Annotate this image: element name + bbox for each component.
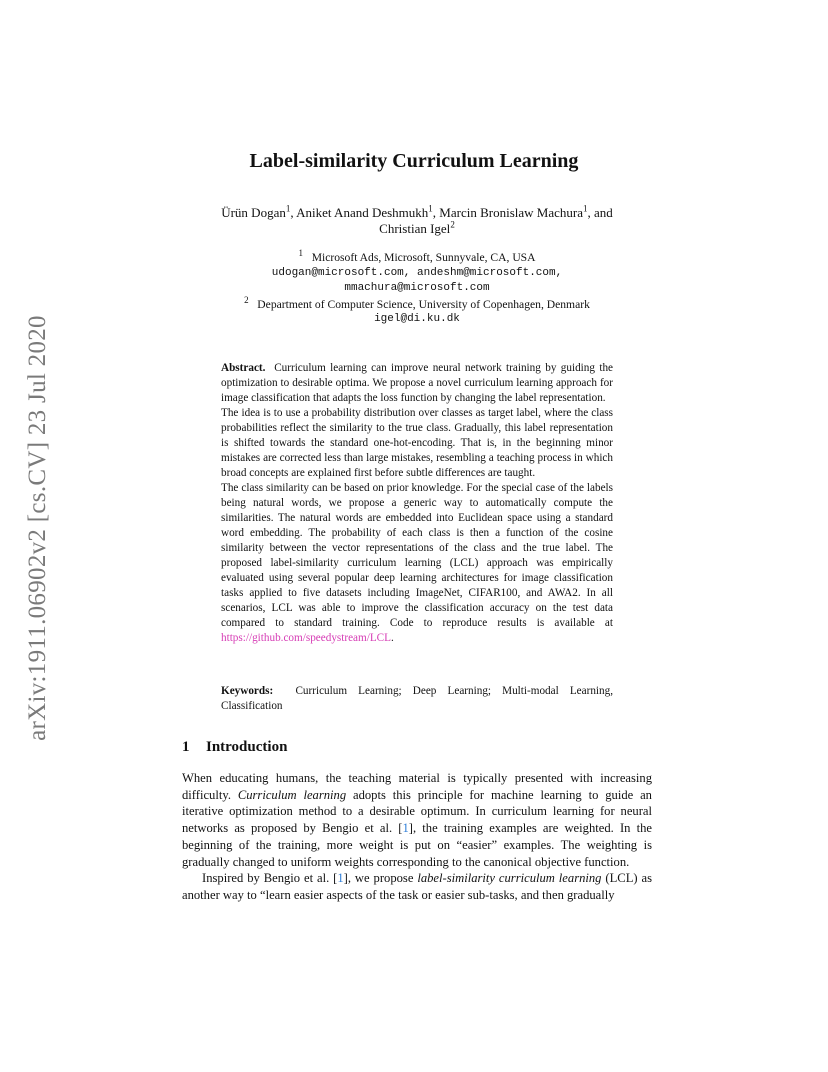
author-list (170, 205, 664, 237)
affiliation-marker: 2 (244, 294, 249, 305)
author-name: Ürün Dogan (221, 205, 286, 220)
abstract-paragraph: The idea is to use a probability distribution over classes as target label, where the class probabilities reflect the similarity to the true class. Gradually, this label representation is shifted towards the standard one-hot-encoding. That is, in the beginning minor mistakes are corrected less than large mistakes, resembling a teaching process in which broad concepts are explained first before subtle differences are taught. (221, 407, 613, 479)
affiliation-marker: 1 (285, 203, 291, 214)
abstract-text: . (390, 632, 394, 644)
section-title: Introduction (206, 739, 288, 755)
affiliation-name: Microsoft Ads, Microsoft, Sunnyvale, CA, USA (311, 251, 536, 264)
affiliation-emails: udogan@microsoft.com, andeshm@microsoft.com, (271, 266, 563, 279)
body-text: Inspired by Bengio et al. [ (202, 871, 338, 886)
author-name: , Marcin Bronislaw Machura (432, 205, 583, 220)
keywords-text: Curriculum Learning; Deep Learning; Multi-modal Learning, Classification (221, 685, 614, 712)
abstract (221, 361, 613, 646)
affiliation-marker: 2 (450, 219, 455, 230)
abstract-text: Curriculum learning can improve neural network training by guiding the optimization to desirable optima. We propose a novel curriculum learning approach for image classification that adapts the loss function by changing the label representation. (221, 362, 614, 404)
section-number: 1 (182, 739, 190, 755)
emphasized-term: label-similarity curriculum learning (417, 871, 602, 886)
citation-link[interactable]: 1 (337, 871, 344, 886)
affiliation-emails: igel@di.ku.dk (374, 313, 460, 325)
introduction-body (182, 770, 652, 904)
arxiv-identifier: arXiv:1911.06902v2 [cs.CV] 23 Jul 2020 (24, 314, 51, 741)
affiliations (170, 250, 664, 328)
author-name: Christian Igel (379, 221, 451, 236)
body-text: When educating humans, the teaching material is typically presented with increasing difficulty. (182, 771, 652, 802)
affiliation-marker: 1 (428, 203, 433, 214)
affiliation-marker: 1 (298, 248, 303, 259)
citation-link[interactable]: 1 (402, 821, 409, 836)
body-text: ], we propose (343, 871, 418, 886)
body-text: adopts this principle for machine learning to guide an iterative optimization method to a desirable optimum. In curriculum learning for neural networks as proposed by Bengio et al. [ (182, 787, 652, 836)
abstract-paragraph (221, 361, 613, 406)
body-paragraph (182, 770, 652, 870)
section-heading (182, 739, 287, 756)
affiliation-2 (170, 294, 664, 313)
paper-title: Label-similarity Curriculum Learning (249, 150, 579, 172)
emphasized-term: Curriculum learning (237, 787, 347, 802)
keywords-label: Keywords: (221, 685, 274, 697)
affiliation-emails: mmachura@microsoft.com (344, 282, 490, 294)
code-repository-link[interactable]: https://github.com/speedystream/LCL (221, 632, 391, 644)
body-text: (LCL) as another way to “learn easier aspects of the task or easier sub-tasks, and then gradually (182, 871, 652, 902)
affiliation-name: Department of Computer Science, University of Copenhagen, Denmark (257, 297, 590, 311)
abstract-label: Abstract. (221, 362, 266, 374)
abstract-text: The class similarity can be based on prior knowledge. For the special case of the labels being natural words, we propose a generic way to automatically compute the similarities. The natural words are embedded into Euclidean space using a standard word embedding. The probability of each class is then a function of the cosine similarity between the vector representations of the class and the true label. The proposed label-similarity curriculum learning (LCL) approach was empirically evaluated using several popular deep learning architectures for image classification tasks applied to five datasets including ImageNet, CIFAR100, and AWA2. In all scenarios, LCL was able to improve the classification accuracy on the test data compared to standard training. Code to reproduce results is available at (221, 482, 613, 629)
abstract-paragraph (221, 481, 613, 646)
affiliation-marker: 1 (582, 203, 588, 214)
body-paragraph (182, 870, 652, 903)
keywords (221, 684, 613, 714)
author-name: , Aniket Anand Deshmukh (290, 205, 429, 220)
arxiv-side-stamp (18, 295, 58, 760)
body-text: ], the training examples are weighted. In the beginning of the training, more weight is put on “easier” examples. The weighting is gradually changed to uniform weights corresponding to the canonical objective function. (182, 821, 652, 869)
author-separator: , and (587, 205, 613, 220)
affiliation-1 (170, 250, 664, 266)
